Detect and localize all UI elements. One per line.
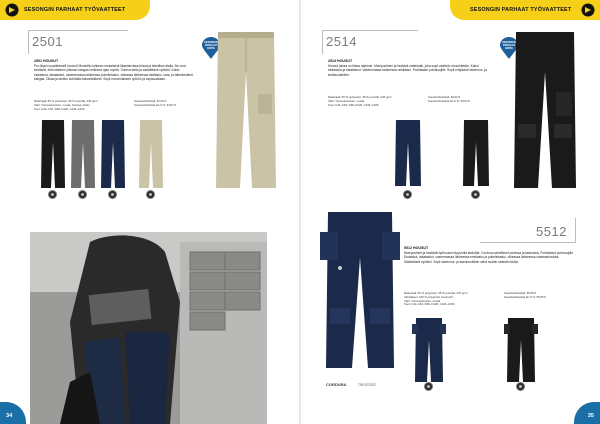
page-number-left: 34 <box>0 402 26 424</box>
pant-swatch-navy <box>100 120 126 190</box>
triostatic-logo <box>358 383 376 387</box>
certification-icon <box>471 190 480 199</box>
pant-swatch-khaki <box>138 120 164 190</box>
spec-reinforcement: Vahvikkeet: 100 % polyamidi, Cordura® <box>404 294 454 299</box>
spec-sizes: Koot: C44–C62, D96–D120, C146–C156 <box>328 102 379 107</box>
header-title-left: SESONGIN PARHAAT TYÖVAATTEET <box>24 7 126 13</box>
product-image-black-pants <box>512 32 578 192</box>
brand-logo-icon <box>5 3 19 17</box>
page-number-right: 35 <box>574 402 600 424</box>
header-bar-right <box>450 0 600 20</box>
product-prices <box>428 96 498 104</box>
certification-icon <box>78 190 87 199</box>
product-title: 5512 HOUSUT <box>404 246 429 250</box>
product-frame-line <box>322 30 418 31</box>
product-description: Pro-linjan suosikkimalli housut! Muotoiltu lahkeen mukaisesti likaantuvissa töissä ja tekniikan alalla. Ne ovat kestävät, eikä lahkeen yläosan kangas heikkene ajan myötä. Tukeva taitto ja säädettävä vyötärö. Kaksi etutaskua, takataskut, vasemmassa lahkeessa puhelintasku, oikeassa lahkeessa lisätasku, vara- ja taittokestävä kangas. Olkaa ja lantion kohdalla lisävahvikkeet. Sopii monenlaiseen työhön ja vapaa-aikaan. <box>34 64 193 81</box>
product-frame-line <box>28 30 128 31</box>
spec-sizes: Koot: C44–C62, D96–D120, C146–C156 <box>404 302 455 307</box>
product-prices <box>504 292 574 300</box>
product-number: 2501 <box>32 34 63 49</box>
pant-swatch-black <box>504 318 538 384</box>
product-title: 2501 HOUSUT <box>34 59 59 63</box>
pant-swatch-black <box>40 120 66 190</box>
brand-logo-icon <box>581 3 595 17</box>
spec-material: Materiaali: 65 % polyesteri, 35 % puuvilla, 245 g/m² <box>328 95 392 99</box>
certification-icon <box>403 190 412 199</box>
price-line: Suositushinta/kpl: 69,00 € <box>504 291 537 295</box>
spec-colors: Värit: Tummansininen, musta <box>328 98 365 103</box>
product-image-khaki-pants <box>214 32 278 192</box>
pant-swatch-black <box>462 120 490 188</box>
product-description: Housut joissa on tilava rakenne. Monipuolinen ja kestävä materiaali, joka sopii vaativiin olosuhteisiin. Kaksi etutaskua ja takataskut. Vasemmassa lahkeessa reisitasku. Polvitaskut polvisuojille. Sopii erityisesti rakennus- ja teollisuustöihin. <box>328 64 487 77</box>
worker-photo <box>30 232 267 424</box>
price-line: Suositushinta/kpl alv 0 %: 55,65 € <box>504 294 546 299</box>
header-bar-left <box>0 0 150 20</box>
cordura-logo <box>326 382 346 387</box>
product-prices <box>134 100 204 108</box>
spec-colors: Värit: Tummansininen, musta, harmaa, khaki <box>34 102 90 107</box>
page-gutter <box>299 0 301 424</box>
certification-icon <box>424 382 433 391</box>
pant-swatch-grey <box>70 120 96 190</box>
product-title: 2514 HOUSUT <box>328 59 353 63</box>
spec-sizes: Koot: C44–C62, D96–D120, C146–C156 <box>34 106 85 111</box>
product-frame-line <box>322 30 323 54</box>
triostatic-logo-text: TRIOSTATIC <box>358 383 377 387</box>
price-line: Suositushinta/kpl: 42,00 € <box>134 99 167 103</box>
product-specs <box>404 292 499 307</box>
cordura-logo-text: CORDURA <box>326 382 347 387</box>
certification-icon <box>48 190 57 199</box>
product-number: 2514 <box>326 34 357 49</box>
pant-swatch-navy <box>394 120 422 188</box>
certification-icon <box>108 190 117 199</box>
product-frame-line <box>480 242 576 243</box>
price-line: Suositushinta/kpl alv 0 %: 39,52 € <box>428 98 470 103</box>
pin-label: SESONGIN PARHAAT HINTA <box>204 41 218 50</box>
product-specs <box>328 96 423 107</box>
product-frame-line <box>575 218 576 242</box>
price-line: Suositushinta/kpl: 49,00 € <box>428 95 461 99</box>
spec-material: Materiaali: 65 % polyesteri, 35 % puuvilla, 270 g/m² <box>404 291 468 295</box>
price-line: Suositushinta/kpl alv 0 %: 33,87 € <box>134 102 176 107</box>
product-description: Monipuoliset ja kestävät työhousut riippuvilla taskuilla. Cordura-vahvikkeet polvissa ja taskuissa. Polvitaskut polvisuojille. Etutaskut, takataskut, vasemmassa lahkeessa reisitasku ja puhelintasku, oikeassa lahkeessa vasarasilmukka. Säädettävä vyötärö. Sopii rakennus- ja asennustöihin sekä muihin vaativiin töihin. <box>404 251 574 264</box>
spec-material: Materiaali: 65 % polyesteri, 35 % puuvilla, 245 g/m² <box>34 99 98 103</box>
product-frame-line <box>28 30 29 54</box>
certification-icon <box>516 382 525 391</box>
product-image-navy-holster-pants <box>320 212 400 372</box>
product-specs <box>34 100 129 111</box>
pant-swatch-navy <box>412 318 446 384</box>
product-number: 5512 <box>536 224 567 239</box>
certification-icon <box>146 190 155 199</box>
pin-label: SESONGIN PARHAAT HINTA <box>502 41 516 50</box>
header-title-right: SESONGIN PARHAAT TYÖVAATTEET <box>470 7 572 13</box>
spec-colors: Värit: Tummansininen, musta <box>404 298 441 303</box>
